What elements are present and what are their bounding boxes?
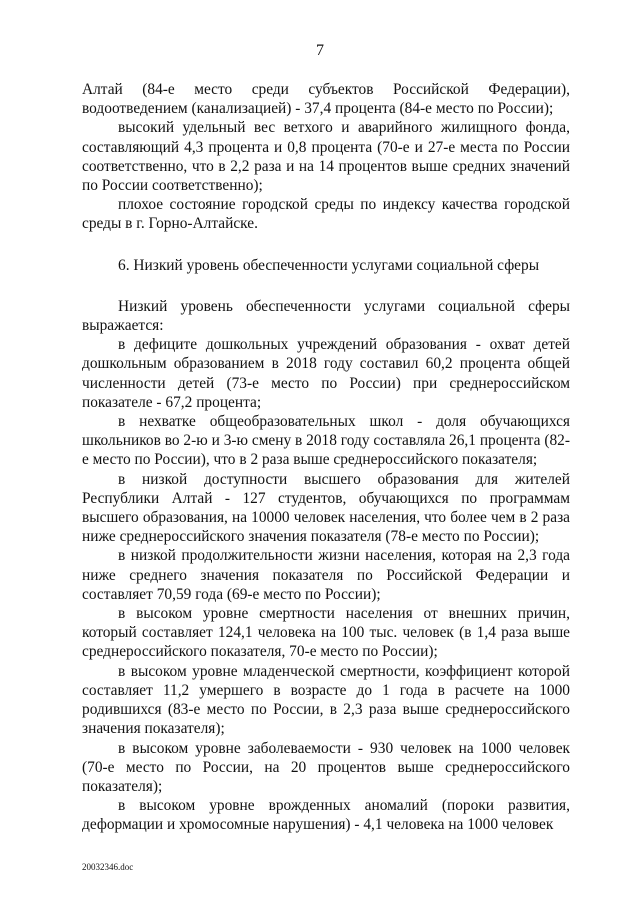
paragraph-congenital-anomalies: в высоком уровне врожденных аномалий (пороки развития, деформации и хромосомные нарушения) - 4,1 человека на 1000 человек — [82, 797, 570, 834]
paragraph-continuation: Алтай (84-е место среди субъектов Российской Федерации), водоотведением (канализацией) - 37,4 процента (84-е место по России); — [82, 81, 570, 118]
footer-doc-code: 20032346.doc — [82, 862, 134, 872]
paragraph-infant-mortality: в высоком уровне младенческой смертности, коэффициент которой составляет 11,2 умершего в возрасте до 1 года в расчете на 1000 родившихся (83-е место по России, в 2,3 раза выше среднероссийского значения показателя); — [82, 662, 570, 738]
section-heading: 6. Низкий уровень обеспеченности услугами социальной сферы — [118, 256, 540, 274]
paragraph-urban-environment: плохое состояние городской среды по индексу качества городской среды в г. Горно-Алтайске. — [82, 196, 570, 233]
paragraph-intro: Низкий уровень обеспеченности услугами социальной сферы выражается: — [82, 297, 570, 335]
paragraph-preschool: в дефиците дошкольных учреждений образования - охват детей дошкольным образованием в 2018 году составил 60,2 процента общей численности детей (73-е место по России) при среднероссийском показателе - 67,2 процента; — [82, 336, 570, 411]
document-body — [82, 80, 570, 835]
paragraph-external-mortality: в высоком уровне смертности населения от внешних причин, который составляет 124,1 человека на 100 тыс. человек (в 1,4 раза выше среднероссийского показателя, 70-е место по России); — [82, 605, 570, 661]
paragraph-housing-stock: высокий удельный вес ветхого и аварийного жилищного фонда, составляющий 4,3 процента и 0,8 процента (70-е и 27-е места по России соответственно, что в 2,2 раза и на 14 процентов выше средних значений по России соответственно); — [82, 119, 570, 195]
paragraph-higher-education: в низкой доступности высшего образования для жителей Республики Алтай - 127 студентов, обучающихся по программам высшего образования, на 10000 человек населения, что более чем в 2 раза ниже среднероссийского значения показателя (78-е место по России); — [82, 470, 570, 546]
page-number: 7 — [316, 42, 324, 59]
paragraph-life-expectancy: в низкой продолжительности жизни населения, которая на 2,3 года ниже среднего значения показателя по Российской Федерации и составляет 70,59 года (69-е место по России); — [82, 547, 570, 603]
paragraph-morbidity: в высоком уровне заболеваемости - 930 человек на 1000 человек (70-е место по России, на 20 процентов выше среднероссийского показателя); — [82, 739, 570, 795]
paragraph-schools: в нехватке общеобразовательных школ - доля обучающихся школьников во 2-ю и 3-ю смену в 2018 году составляла 26,1 процента (82-е место по России), что в 2 раза выше среднероссийского показателя; — [82, 413, 570, 469]
